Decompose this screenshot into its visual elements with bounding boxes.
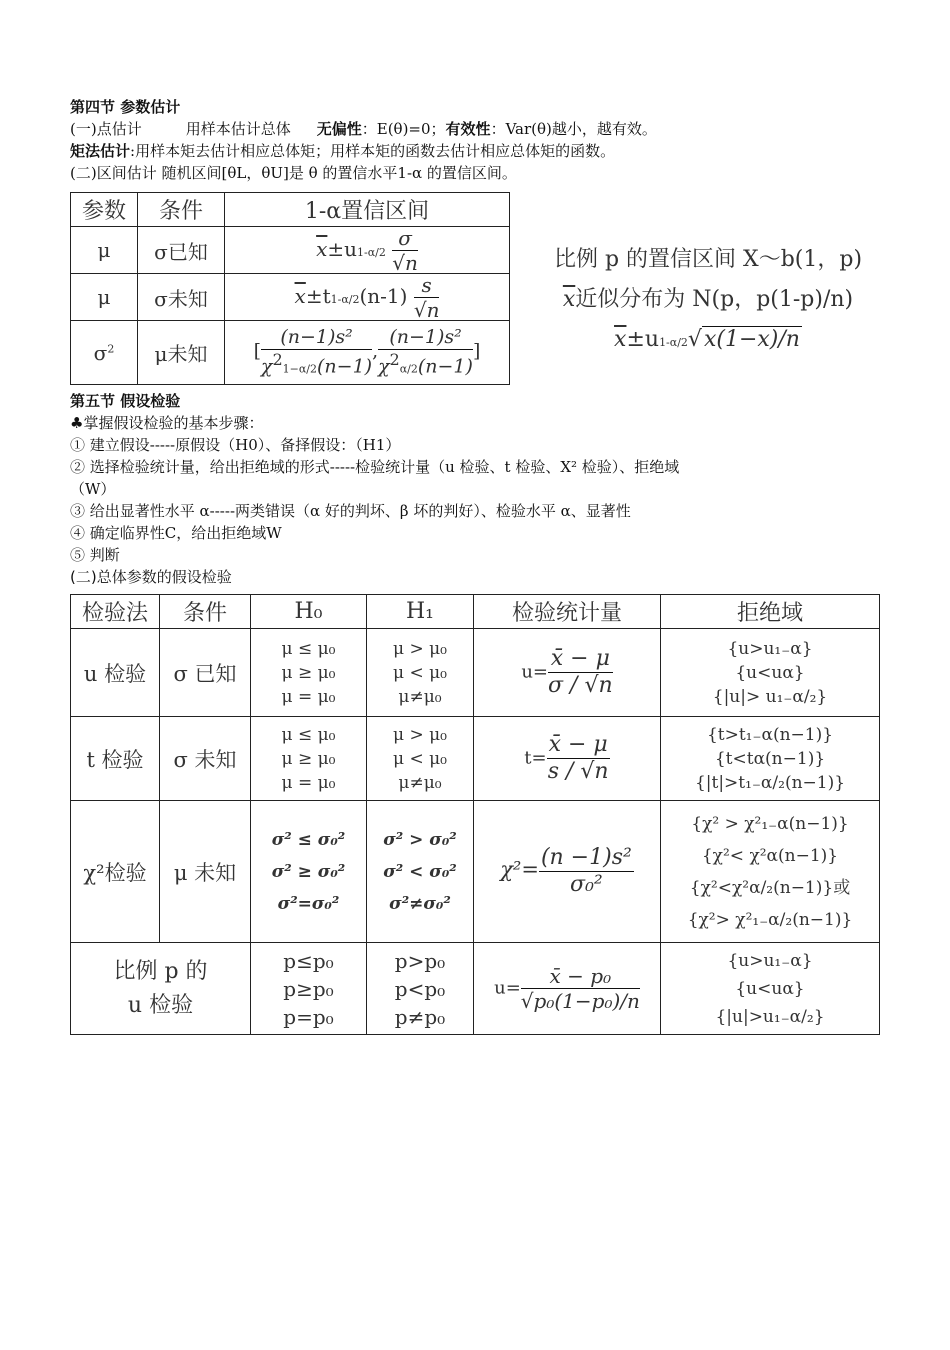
h1-line: μ < μ₀ (393, 748, 447, 769)
stat-prefix: u= (521, 661, 549, 683)
fraction (548, 648, 613, 697)
cond-cell: σ 已知 (160, 629, 251, 717)
h1-line: p≠p₀ (394, 1004, 446, 1029)
proportion-sub: 1-α/2 (659, 336, 688, 349)
h0-line: σ² ≤ σ₀² (271, 829, 346, 850)
rejection-cell (661, 629, 880, 717)
pm-text: ±u (327, 236, 358, 261)
chi-tail: (n−1) (417, 355, 473, 378)
frac-den: σ₀² (570, 872, 603, 897)
cond-cell: μ未知 (138, 321, 225, 385)
h1-line: μ > μ₀ (393, 724, 447, 745)
frac-num: (n−1)s² (378, 328, 473, 350)
param-sup: 2 (107, 341, 115, 355)
sub-text: 1-α/2 (330, 292, 360, 306)
moment-label: 矩法估计 (70, 142, 131, 160)
interval-cell: [ $\frac{\text{(n−1)s²}}{\chi^21-\alpha/2(n-1)}$ , $\frac{\text{(n−1)s²}}{\chi^2\alpha/2(n-1)}$ ] (225, 321, 510, 385)
hypothesis-subtitle: (二)总体参数的假设检验 (70, 568, 232, 586)
fraction (547, 734, 610, 783)
frac-den: s / √n (547, 759, 609, 784)
method-cell: u 检验 (71, 629, 160, 717)
h0-line: μ ≥ μ₀ (281, 662, 336, 683)
mid-text: (n-1) (359, 283, 408, 308)
statistic-cell (474, 717, 661, 801)
h0-line: μ ≤ μ₀ (281, 724, 336, 745)
frac-num: x̄ − p₀ (521, 966, 640, 989)
cond-cell: σ 未知 (160, 717, 251, 801)
section5 (70, 390, 679, 588)
col-h0: H₀ (251, 595, 367, 629)
pm-text: ±t (305, 283, 331, 308)
frac-num: (n−1)s² (261, 328, 372, 350)
col-method: 检验法 (71, 595, 160, 629)
rej-line: {t<tα(n−1)} (714, 748, 826, 769)
proportion-note (528, 240, 888, 363)
method-line: u 检验 (127, 992, 194, 1018)
h1-line: μ≠μ₀ (398, 686, 442, 707)
sub-text: 1-α/2 (357, 245, 386, 259)
h0-line: μ = μ₀ (281, 686, 336, 707)
h1-line: σ²≠σ₀² (389, 893, 451, 914)
rej-line: {|t|>t₁₋α/₂(n−1)} (694, 772, 846, 793)
h0-cell (251, 801, 367, 943)
method-cell: χ²检验 (71, 801, 160, 943)
statistic-cell (474, 629, 661, 717)
frac-num: s (414, 275, 440, 298)
table-row (71, 321, 510, 385)
frac-num: x̄ − μ (548, 648, 613, 673)
rej-line: {u<uα} (735, 978, 805, 999)
chi-sub: 1−α/2 (282, 362, 317, 376)
stat-prefix: t= (524, 747, 547, 769)
col-rejection: 拒绝域 (661, 595, 880, 629)
efficiency-desc: ：Var(θ)越小，越有效。 (490, 120, 657, 138)
h0-line: σ²=σ₀² (277, 893, 340, 914)
steps-intro: ♣掌握假设检验的基本步骤： (70, 414, 264, 432)
param-cell: μ (71, 274, 138, 321)
unbiased-label: 无偏性 (316, 120, 362, 138)
h0-line: p≤p₀ (283, 948, 334, 973)
param-cell: μ (71, 227, 138, 274)
rej-line: {u<uα} (735, 662, 805, 683)
h0-cell (251, 943, 367, 1035)
h1-cell (367, 943, 474, 1035)
hypothesis-test-table (70, 594, 880, 1035)
h1-line: μ > μ₀ (393, 638, 447, 659)
table-row (71, 629, 880, 717)
proportion-line1: 比例 p 的置信区间 X～b(1，p) (553, 247, 863, 272)
point-estimate-label: (一)点估计 (70, 120, 142, 138)
method-line: 比例 p 的 (113, 958, 208, 984)
proportion-line3: $\overline{x}\pm u1-\alpha/2√x(1-x)/n$ (614, 327, 800, 352)
param-cell (71, 321, 138, 385)
col-statistic: 检验统计量 (474, 595, 661, 629)
table-row (71, 943, 880, 1035)
statistic-cell (474, 801, 661, 943)
proportion-line2-text: 近似分布为 N(p，p(1-p)/n) (575, 287, 854, 312)
h0-line: p≥p₀ (283, 976, 334, 1001)
cond-cell: σ已知 (138, 227, 225, 274)
h1-cell (367, 629, 474, 717)
col-condition: 条件 (138, 193, 225, 227)
rej-line: {|u|>u₁₋α/₂} (715, 1006, 825, 1027)
step-4: ④ 确定临界性C，给出拒绝域W (70, 524, 282, 542)
h1-line: μ≠μ₀ (398, 772, 442, 793)
h1-line: σ² > σ₀² (383, 829, 457, 850)
frac-den: σ / √n (548, 673, 613, 698)
rej-line: {χ²> χ²₁₋α/₂(n−1)} (687, 909, 853, 930)
method-cell (71, 943, 251, 1035)
rej-line: {χ² > χ²₁₋α(n−1)} (691, 813, 849, 834)
frac-den: √p₀(1−p₀)/n (520, 989, 640, 1013)
step-3: ③ 给出显著性水平 α-----两类错误（α 好的判坏、β 坏的判好）、检验水平 α、显著性 (70, 502, 631, 520)
h1-line: p>p₀ (394, 948, 446, 973)
stat-prefix: u= (494, 977, 521, 999)
moment-desc: :用样本矩去估计相应总体矩；用样本矩的函数去估计相应总体矩的函数。 (130, 142, 616, 160)
h1-cell (367, 801, 474, 943)
step-5: ⑤ 判断 (70, 546, 120, 564)
table-row (71, 274, 510, 321)
section5-title: 第五节 假设检验 (70, 392, 181, 410)
interval-cell: $\overline{x}\pm t1-\alpha/2(n-1)$ $\frac{s}{√n}$ (225, 274, 510, 321)
h0-cell (251, 717, 367, 801)
moment-estimate-line (70, 140, 882, 162)
cond-cell: σ未知 (138, 274, 225, 321)
param-text: σ (93, 340, 108, 365)
h0-line: μ ≥ μ₀ (281, 748, 336, 769)
chi-sub: α/2 (399, 362, 418, 376)
point-estimate-line (70, 118, 882, 140)
col-h1: H₁ (367, 595, 474, 629)
fraction: $\frac{s}{√n}$ (413, 272, 440, 322)
fraction (539, 847, 634, 896)
col-condition: 条件 (160, 595, 251, 629)
h0-line: μ ≤ μ₀ (281, 638, 336, 659)
rej-line: {u>u₁₋α} (727, 638, 813, 659)
h1-line: μ < μ₀ (393, 662, 447, 683)
frac-den: n (405, 250, 418, 275)
h0-line: σ² ≥ σ₀² (271, 861, 346, 882)
rej-line: {t>t₁₋α(n−1)} (706, 724, 834, 745)
rejection-cell (661, 943, 880, 1035)
rej-line: {χ²< χ²α(n−1)} (701, 845, 839, 866)
fraction (521, 966, 640, 1011)
rej-line: {χ²<χ²α/₂(n−1)}或 (689, 877, 851, 898)
h1-line: p<p₀ (394, 976, 446, 1001)
fraction: $\frac{\sigma}{√n}$ (392, 225, 418, 275)
point-estimate-desc: 用样本估计总体 (185, 120, 291, 138)
proportion-pm: ±u (626, 327, 660, 352)
table-row (71, 227, 510, 274)
rej-line: {|u|> u₁₋α/₂} (712, 686, 828, 707)
step-2: ② 选择检验统计量，给出拒绝域的形式-----检验统计量（u 检验、t 检验、X² 检验）、拒绝域 (70, 458, 680, 476)
interval-cell: $\overline{x}\pm u1-\alpha/2$ $\frac{\sigma}{√n}$ (225, 227, 510, 274)
rejection-cell (661, 801, 880, 943)
proportion-radicand: x(1−x)/n (703, 327, 800, 352)
cond-cell: μ 未知 (160, 801, 251, 943)
fraction-right: $\frac{\text{(n−1)s²}}{\chi^2\alpha/2(n-1)}$ (378, 326, 473, 378)
proportion-line2: $\overline{x}$近似分布为 N(p，p(1-p)/n) (562, 287, 854, 312)
frac-den: n (426, 297, 440, 322)
table-row (71, 801, 880, 943)
h0-line: p=p₀ (283, 1004, 334, 1029)
section4-title: 第四节 参数估计 (70, 98, 181, 116)
statistic-cell (474, 943, 661, 1035)
rejection-cell (661, 717, 880, 801)
step-1: ① 建立假设-----原假设（H0）、备择假设：（H1） (70, 436, 401, 454)
stat-prefix: χ²= (500, 857, 539, 882)
confidence-interval-table (70, 192, 510, 385)
chi-symbol: χ (261, 355, 273, 378)
frac-num: (n −1)s² (540, 845, 632, 870)
chi-symbol: χ (378, 355, 390, 378)
col-param: 参数 (71, 193, 138, 227)
method-cell: t 检验 (71, 717, 160, 801)
unbiased-desc: ：E(θ)=0； (361, 120, 446, 138)
fraction-left: $\frac{\text{(n−1)s²}}{\chi^21-\alpha/2(n-1)}$ (261, 326, 373, 378)
frac-num: σ (392, 228, 418, 251)
col-interval: 1-α置信区间 (225, 193, 510, 227)
frac-num: x̄ − μ (548, 732, 608, 757)
h0-line: μ = μ₀ (281, 772, 336, 793)
chi-tail: (n−1) (317, 355, 373, 378)
h1-cell (367, 717, 474, 801)
h1-line: σ² < σ₀² (383, 861, 457, 882)
step-2-cont: （W） (70, 480, 116, 498)
interval-estimate-line: (二)区间估计 随机区间[θL，θU]是 θ 的置信水平1-α 的置信区间。 (70, 164, 517, 182)
h0-cell (251, 629, 367, 717)
efficiency-label: 有效性 (445, 120, 491, 138)
rej-line: {u>u₁₋α} (727, 950, 813, 971)
table-row (71, 717, 880, 801)
